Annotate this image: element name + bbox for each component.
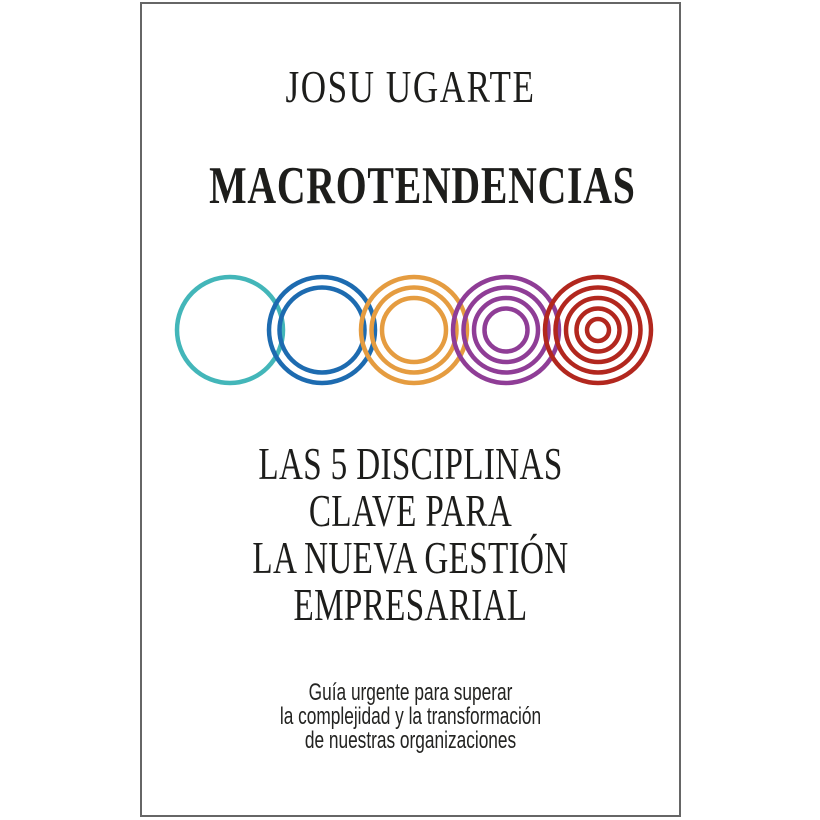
subtitle-line-3: LA NUEVA GESTIÓN [252,532,569,583]
book-title: MACROTENDENCIAS [209,157,636,215]
book-tagline [217,681,604,753]
tagline-line-3: de nuestras organizaciones [304,727,517,754]
ring-orange-3 [382,298,446,362]
book-cover [140,2,681,817]
ring-purple-4 [485,309,528,352]
author-name: JOSU UGARTE [285,62,536,112]
subtitle-line-2: CLAVE PARA [308,485,513,536]
subtitle-line-4: EMPRESARIAL [293,579,528,630]
concentric-circles-graphic [170,272,658,388]
subtitle-line-1: LAS 5 DISCIPLINAS [258,438,563,489]
tagline-line-1: Guía urgente para superar [308,679,513,706]
ring-blue-2 [280,288,365,373]
ring-red-4 [577,309,620,352]
tagline-line-2: la complejidad y la transformación [279,703,542,730]
book-subtitle [217,440,604,628]
ring-red-5 [587,319,609,341]
